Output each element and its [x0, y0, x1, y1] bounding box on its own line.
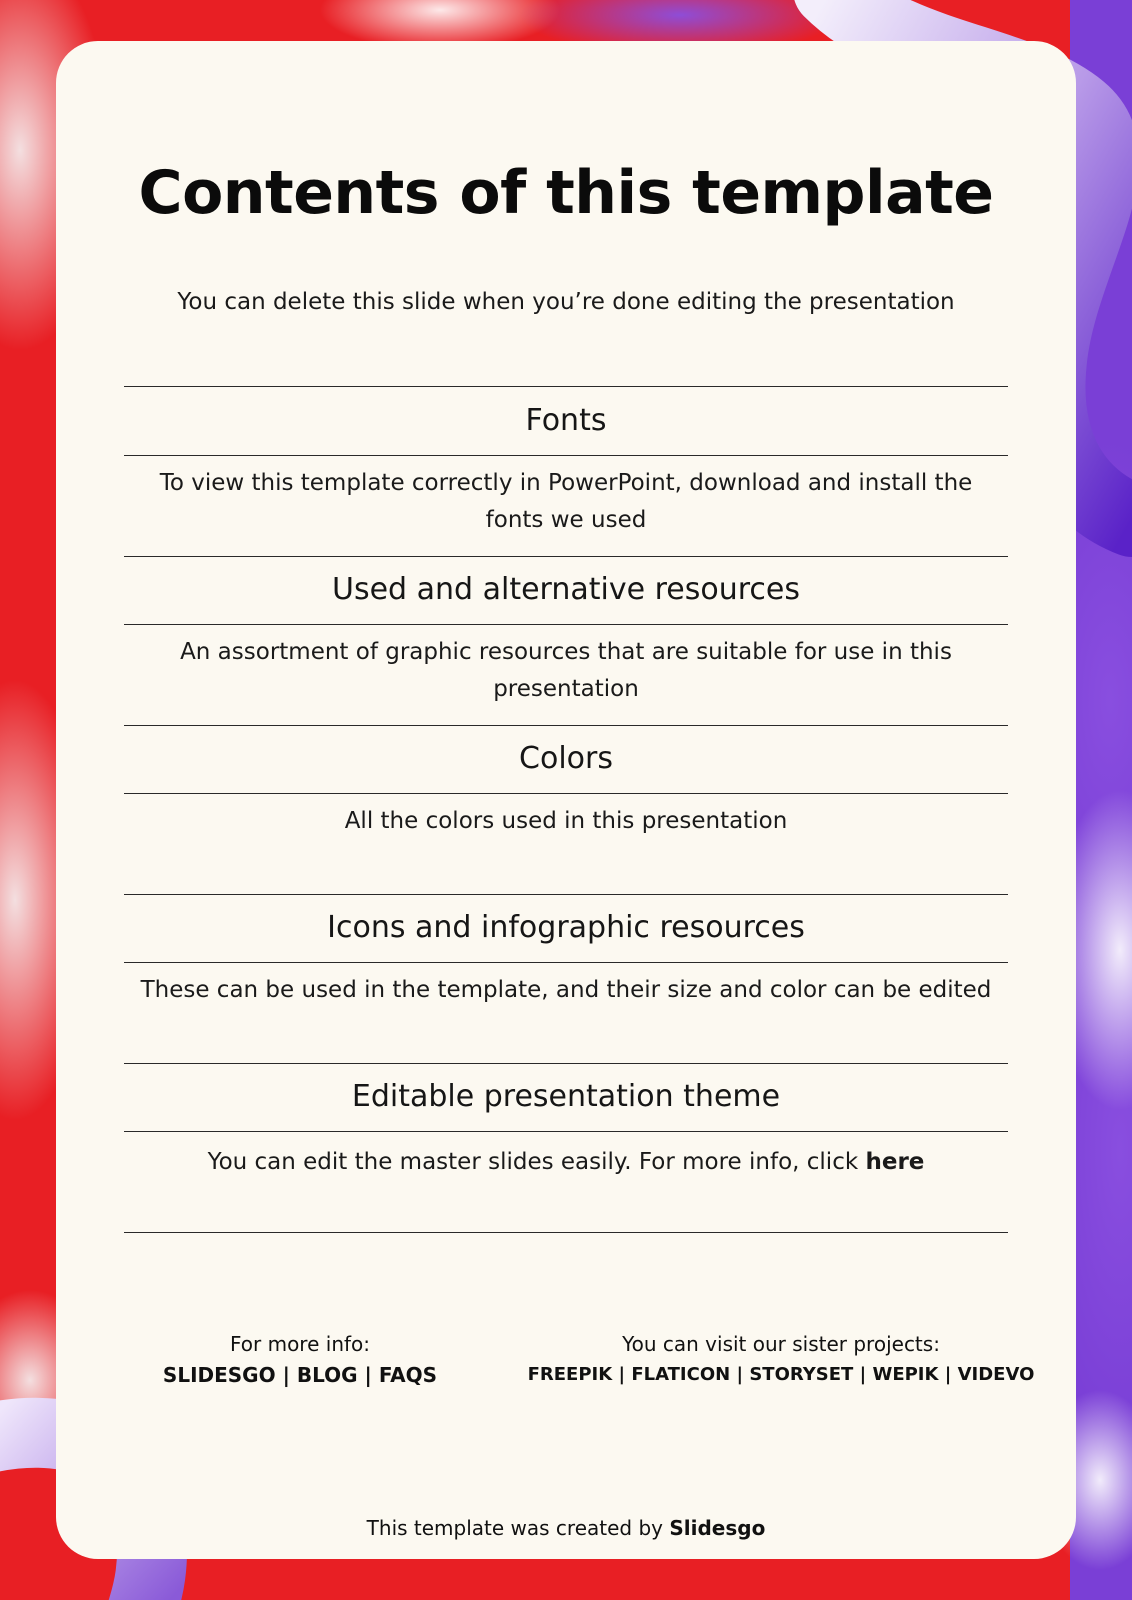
credit-text: This template was created by: [366, 1516, 663, 1540]
section-heading-fonts: Fonts: [525, 403, 607, 438]
storyset-link[interactable]: STORYSET: [749, 1364, 854, 1385]
more-info-block: [130, 1329, 470, 1391]
slidesgo-credit-link[interactable]: Slidesgo: [669, 1516, 766, 1540]
link-separator: |: [859, 1364, 867, 1385]
section-description-icons: These can be used in the template, and their size and color can be edited: [140, 977, 992, 1003]
section-description-colors: All the colors used in this presentation: [344, 808, 788, 834]
flaticon-link[interactable]: FLATICON: [631, 1364, 731, 1385]
divider: [124, 624, 1008, 625]
section-heading-resources: Used and alternative resources: [332, 572, 800, 607]
faqs-link[interactable]: FAQS: [378, 1363, 438, 1387]
videvo-link[interactable]: VIDEVO: [957, 1364, 1035, 1385]
link-separator: |: [282, 1363, 290, 1387]
section-description-theme: [140, 1144, 992, 1181]
template-credit: [0, 1512, 1132, 1544]
sister-projects-links: [486, 1359, 1076, 1391]
link-separator: |: [618, 1364, 626, 1385]
divider: [124, 386, 1008, 387]
here-link[interactable]: here: [865, 1149, 925, 1175]
section-description-resources: An assortment of graphic resources that are suitable for use in this presentation: [180, 639, 952, 702]
theme-description-text: You can edit the master slides easily. For more info, click: [207, 1149, 859, 1175]
link-separator: |: [944, 1364, 952, 1385]
section-heading-theme: Editable presentation theme: [351, 1079, 781, 1114]
wepik-link[interactable]: WEPIK: [872, 1364, 939, 1385]
section-heading-colors: Colors: [519, 741, 613, 776]
divider: [124, 455, 1008, 456]
divider: [124, 962, 1008, 963]
sister-projects-block: [486, 1329, 1076, 1391]
link-separator: |: [736, 1364, 744, 1385]
page-subtitle: You can delete this slide when you’re done editing the presentation: [177, 289, 955, 315]
freepik-link[interactable]: FREEPIK: [527, 1364, 613, 1385]
page-title: Contents of this template: [138, 158, 994, 228]
divider: [124, 1232, 1008, 1233]
more-info-links: [130, 1359, 470, 1391]
section-description-fonts: To view this template correctly in PowerPoint, download and install the fonts we used: [159, 470, 973, 533]
divider: [124, 1131, 1008, 1132]
divider: [124, 793, 1008, 794]
sister-projects-label: You can visit our sister projects:: [622, 1332, 940, 1356]
more-info-label: For more info:: [229, 1332, 371, 1356]
slidesgo-link[interactable]: SLIDESGO: [162, 1363, 276, 1387]
section-heading-icons: Icons and infographic resources: [327, 910, 805, 945]
link-separator: |: [364, 1363, 372, 1387]
blog-link[interactable]: BLOG: [296, 1363, 358, 1387]
